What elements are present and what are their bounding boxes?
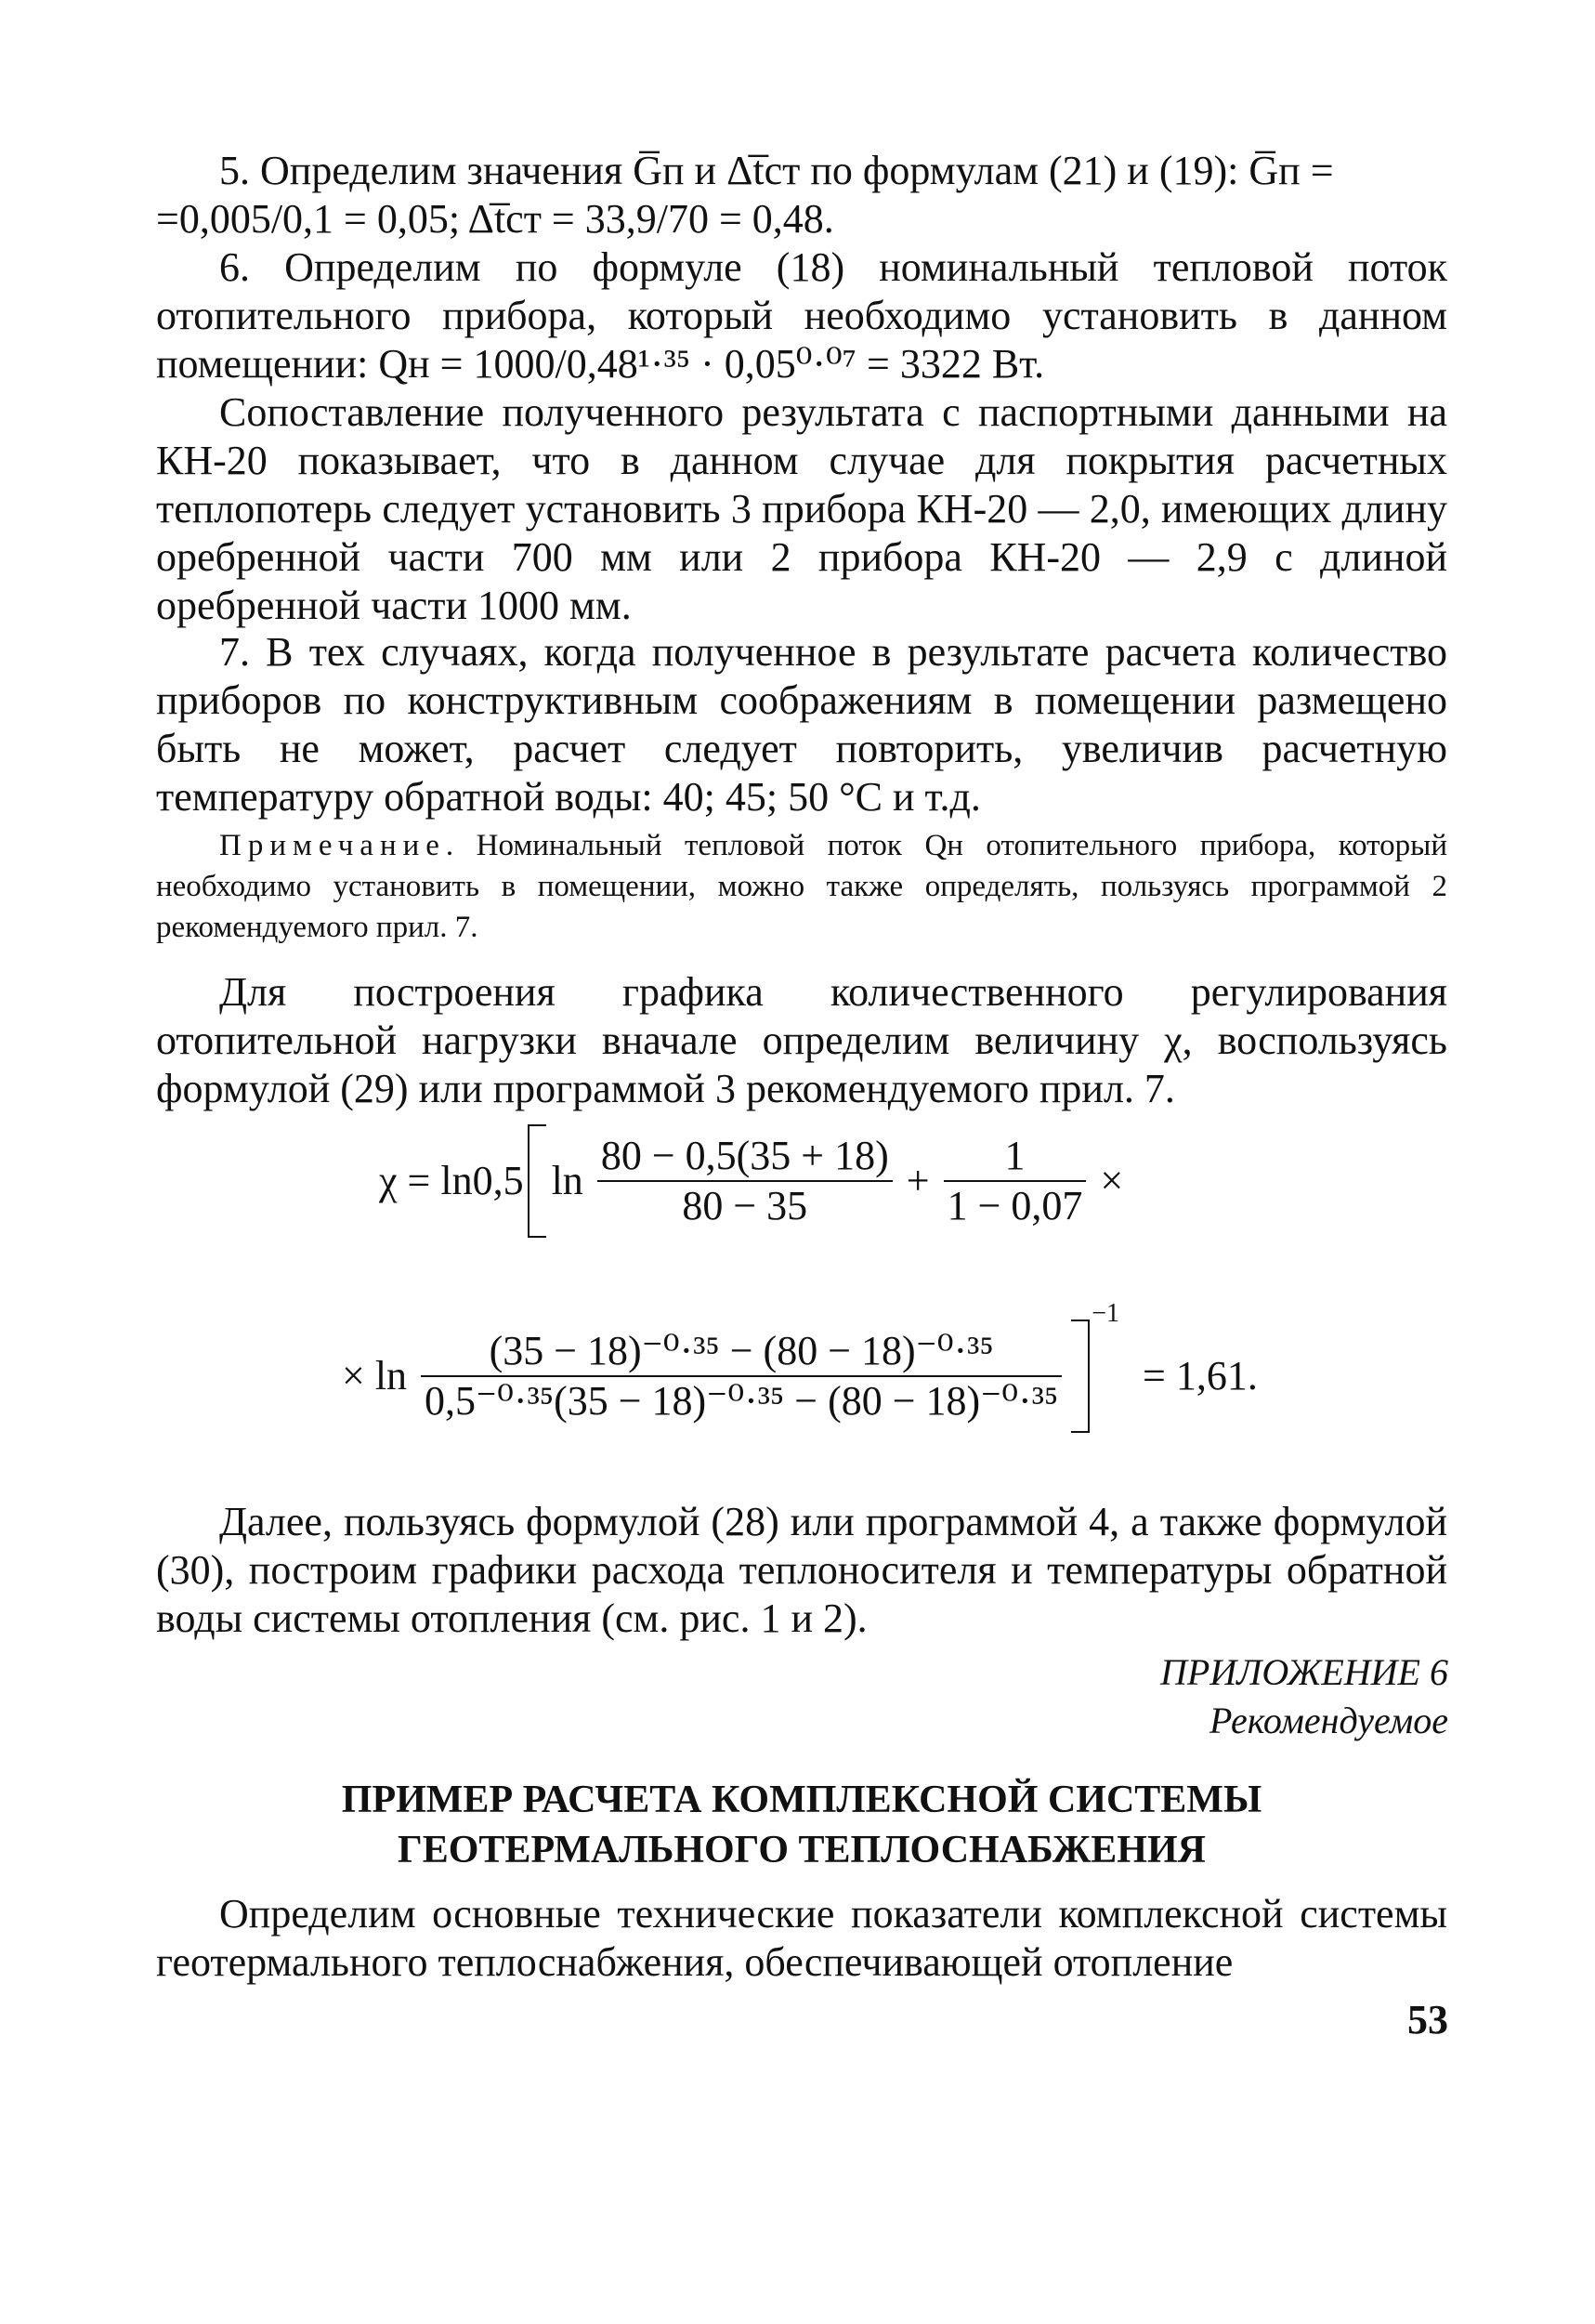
heading-line-2: ГЕОТЕРМАЛЬНОГО ТЕПЛОСНАБЖЕНИЯ [398, 1829, 1206, 1871]
appendix-label [1160, 1648, 1448, 1745]
right-bracket [1071, 1320, 1090, 1433]
fraction-2-numerator: 1 [1004, 1133, 1026, 1178]
paragraph-item-7: 7. В тех случаях, когда полученное в результате расчета количество приборов по конструктивным соображениям в помещении размещено быть не может, расчет следует повторить, увеличив расчетную температуру обратной воды: 40; 45; 50 °С и т.д. [156, 629, 1447, 820]
formula-line-1 [379, 1124, 1123, 1238]
formula-power: −1 [1092, 1299, 1120, 1328]
fraction-1-numerator: 80 − 0,5(35 + 18) [600, 1133, 889, 1178]
paragraph-item-6: 6. Определим по формуле (18) номинальный тепловой поток отопительного прибора, который необходимо установить в данном помещении: Qн = 1000/0,48¹·³⁵ · 0,05⁰·⁰⁷ = 3322 Вт. [156, 244, 1447, 387]
page-number: 53 [1407, 1997, 1448, 2042]
plus-sign: + [906, 1158, 930, 1203]
paragraph-chi-intro: Для построения графика количественного регулирования отопительной нагрузки вначале определим величину χ, воспользуясь формулой (29) или программой 3 рекомендуемого прил. 7. [156, 969, 1447, 1111]
note-text: . Номинальный тепловой поток Qн отопительного прибора, который необходимо установить в помещении, можно также определять, пользуясь программой 2 рекомендуемого прил. 7. [156, 829, 1447, 944]
note-label: Примечание [219, 829, 446, 862]
fraction-1 [597, 1132, 893, 1230]
fraction-1-denominator: 80 − 35 [597, 1180, 893, 1230]
fraction-3-denominator: 0,5⁻⁰·³⁵(35 − 18)⁻⁰·³⁵ − (80 − 18)⁻⁰·³⁵ [421, 1375, 1062, 1425]
paragraph-item-5 [156, 147, 1447, 243]
item-5-line-1: 5. Определим значения G̅п и Δt̅ст по формулам (21) и (19): G̅п = [219, 148, 1334, 193]
item-5-line-2: =0,005/0,1 = 0,05; Δt̅ст = 33,9/70 = 0,48. [156, 196, 834, 242]
formula-lhs: χ = ln0,5 [379, 1158, 524, 1203]
left-bracket [528, 1124, 546, 1238]
fraction-2 [944, 1132, 1087, 1230]
appendix-number: ПРИЛОЖЕНИЕ 6 [1160, 1651, 1448, 1693]
note-paragraph [156, 825, 1447, 948]
paragraph-after-formula: Далее, пользуясь формулой (28) или программой 4, а также формулой (30), построим графики расхода теплоносителя и температуры обратной воды системы отопления (см. рис. 1 и 2). [156, 1499, 1447, 1641]
fraction-2-denominator: 1 − 0,07 [944, 1180, 1087, 1230]
fraction-3 [421, 1327, 1062, 1425]
formula-ln: ln [551, 1158, 583, 1203]
formula-times-ln: × ln [342, 1353, 408, 1398]
paragraph-intro: Определим основные технические показатели комплексной системы геотермального теплоснабжения, обеспечивающей отопление [156, 1891, 1447, 1985]
times-sign: × [1100, 1158, 1124, 1203]
formula-result: = 1,61. [1143, 1353, 1258, 1398]
heading-line-1: ПРИМЕР РАСЧЕТА КОМПЛЕКСНОЙ СИСТЕМЫ [341, 1779, 1262, 1821]
appendix-status: Рекомендуемое [1209, 1700, 1448, 1741]
section-heading [156, 1775, 1447, 1875]
formula-line-2 [342, 1299, 1258, 1433]
fraction-3-numerator: (35 − 18)⁻⁰·³⁵ − (80 − 18)⁻⁰·³⁵ [489, 1328, 994, 1373]
paragraph-comparison: Сопоставление полученного результата с паспортными данными на КН-20 показывает, что в данном случае для покрытия расчетных теплопотерь следует установить 3 прибора КН-20 — 2,0, имеющих длину оребренной части 700 мм или 2 прибора КН-20 — 2,9 с длиной оребренной части 1000 мм. [156, 389, 1447, 628]
